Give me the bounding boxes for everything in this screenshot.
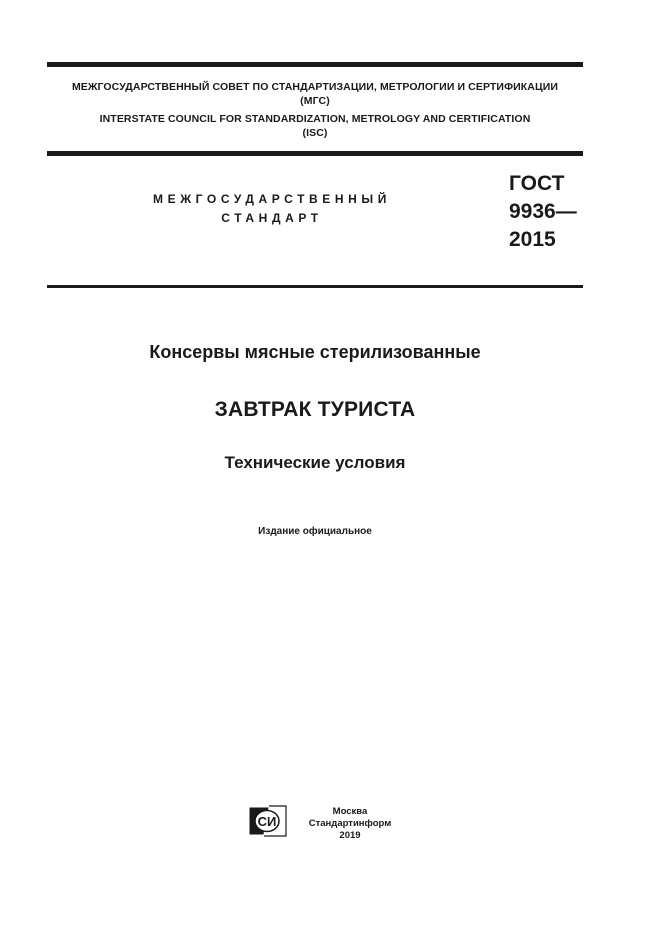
standard-type-line1: МЕЖГОСУДАРСТВЕННЫЙ [153, 192, 391, 206]
document-title: ЗАВТРАК ТУРИСТА [214, 398, 416, 421]
header-divider-rule [47, 151, 583, 156]
publisher-logo-text: СИ [257, 814, 277, 829]
edition-label: Издание официальное [258, 526, 372, 537]
document-category: Консервы мясные стерилизованные [149, 342, 481, 362]
gost-number: 9936— [509, 200, 577, 223]
title-divider-rule [47, 285, 583, 288]
standard-type-line2: СТАНДАРТ [221, 211, 323, 225]
gost-year: 2015 [509, 228, 556, 251]
document-subtitle: Технические условия [224, 453, 406, 472]
council-abbr-ru: (МГС) [300, 95, 330, 107]
council-name-ru: МЕЖГОСУДАРСТВЕННЫЙ СОВЕТ ПО СТАНДАРТИЗАЦИИ, МЕТРОЛОГИИ И СЕРТИФИКАЦИИ [71, 81, 559, 93]
gost-prefix: ГОСТ [509, 172, 565, 195]
council-abbr-en: (ISC) [302, 127, 328, 139]
publisher-logo-icon [249, 805, 288, 837]
top-rule [47, 62, 583, 67]
publisher-year: 2019 [339, 830, 361, 841]
council-name-en: INTERSTATE COUNCIL FOR STANDARDIZATION, METROLOGY AND CERTIFICATION [99, 113, 531, 125]
publisher-city: Москва [332, 806, 368, 817]
publisher-name: Стандартинформ [308, 818, 392, 829]
